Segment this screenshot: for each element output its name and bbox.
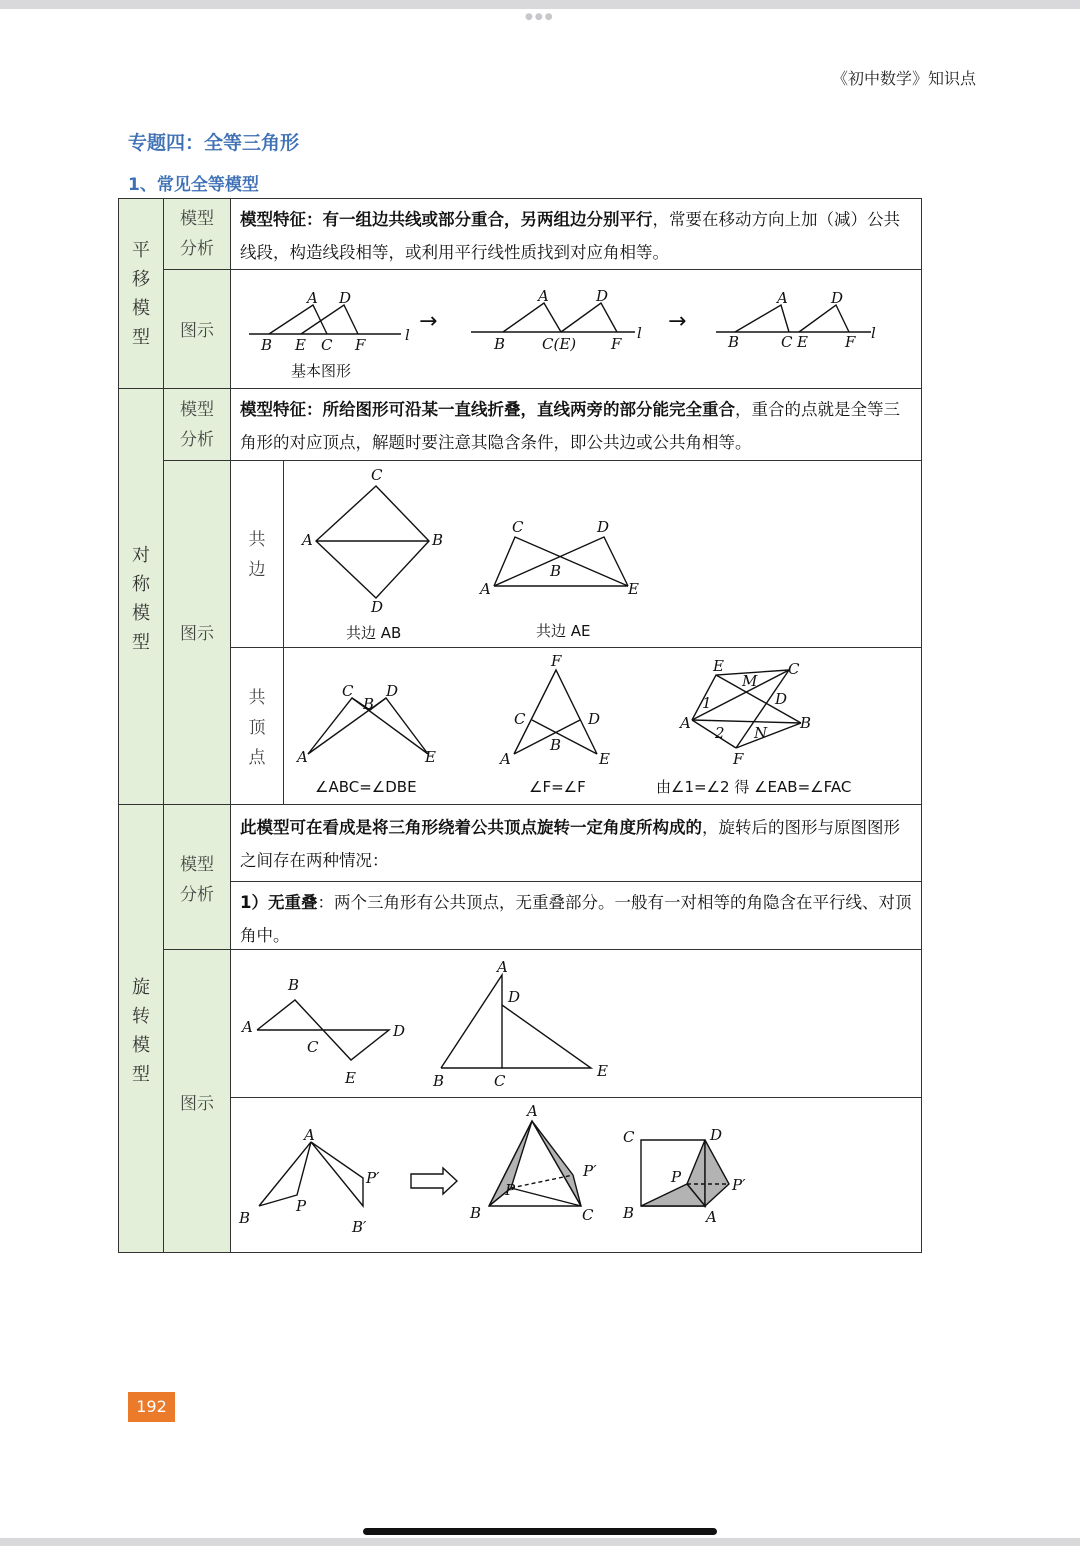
- point-label: B: [261, 336, 273, 354]
- caption-angle-eab-fac: 由∠1=∠2 得 ∠EAB=∠FAC: [656, 778, 852, 796]
- symmetry-analysis-label: 模型分析: [163, 388, 231, 461]
- caption-angle-abc-dbe: ∠ABC=∠DBE: [315, 778, 417, 796]
- page-number: 192: [128, 1392, 175, 1422]
- point-label: B: [363, 695, 375, 713]
- point-label: D: [371, 598, 384, 616]
- point-label: E: [597, 1062, 608, 1080]
- point-label: C: [307, 1038, 319, 1056]
- point-label: E: [345, 1069, 356, 1087]
- point-label: P: [671, 1168, 682, 1186]
- point-label: C: [512, 518, 524, 536]
- translation-model-name: 平移模型: [132, 240, 150, 348]
- point-label: B: [494, 335, 506, 353]
- top-status-bar: [0, 0, 1080, 9]
- hollow-arrow-icon: [411, 1168, 457, 1194]
- point-label: D: [710, 1126, 723, 1144]
- point-label: F: [355, 336, 366, 354]
- angle-label: 2: [715, 724, 725, 742]
- figure-abc-dbe: [295, 682, 436, 766]
- caption-angle-f: ∠F=∠F: [529, 778, 586, 796]
- caption-common-side-ae: 共边 AE: [536, 622, 591, 640]
- crossed-figure-ae: [478, 518, 639, 598]
- figure-equilateral-p: [469, 1102, 597, 1224]
- point-label: P′: [732, 1176, 746, 1194]
- point-label: A: [500, 750, 511, 768]
- point-label: A: [706, 1208, 717, 1226]
- translation-model-label: [118, 198, 164, 389]
- point-label: D: [339, 289, 352, 307]
- point-label: D: [596, 287, 609, 305]
- caption-common-side-ab: 共边 AB: [346, 624, 402, 642]
- symmetry-model-label: [118, 388, 164, 805]
- common-side-label-cell: [230, 460, 284, 648]
- point-label: B: [432, 531, 444, 549]
- rotation-model-label: [118, 804, 164, 1253]
- basic-figure-caption: 基本图形: [291, 362, 352, 380]
- point-label: A: [527, 1102, 538, 1120]
- rotation-model-name: 旋转模型: [132, 977, 150, 1085]
- translation-analysis-text: 模型特征：有一组边共线或部分重合，另两组边分别平行，常要在移动方向上加（减）公共线段，构造线段相等，或利用平行线性质找到对应角相等。: [230, 198, 922, 270]
- point-label: B: [728, 333, 740, 351]
- line-label: l: [871, 324, 876, 342]
- point-label: A: [297, 748, 308, 766]
- point-label: P′: [583, 1162, 597, 1180]
- symmetry-analysis-text: 模型特征：所给图形可沿某一直线折叠，直线两旁的部分能完全重合，重合的点就是全等三角形的对应顶点，解题时要注意其隐含条件，即公共边或公共角相等。: [230, 388, 922, 461]
- translation-figures: [231, 270, 923, 390]
- book-title: 《初中数学》知识点: [831, 69, 976, 88]
- figure-square-p: [622, 1126, 746, 1226]
- arrow-right-icon: →: [668, 309, 687, 334]
- point-label: P′: [366, 1169, 380, 1187]
- common-vertex-label-cell: [230, 647, 284, 805]
- rotation-case1-text: 1）无重叠：两个三角形有公共顶点，无重叠部分。一般有一对相等的角隐含在平行线、对顶角中。: [230, 881, 922, 950]
- point-label: C: [788, 660, 800, 678]
- point-label: F: [733, 750, 744, 768]
- rotation-analysis-label: 模型分析: [163, 804, 231, 950]
- rotation-figures-bottom: [230, 1097, 922, 1253]
- point-label: A: [302, 531, 313, 549]
- rotation-figure-label: 图示: [163, 949, 231, 1253]
- common-vertex-figures: [283, 647, 922, 805]
- point-label: D: [588, 710, 601, 728]
- point-label: F: [551, 652, 562, 670]
- angle-label: 1: [702, 694, 712, 712]
- point-label: D: [386, 682, 399, 700]
- rotation-no-overlap-diagrams: [231, 950, 923, 1099]
- rotation-point-p-diagrams: [231, 1098, 923, 1254]
- section-subtitle: 1、常见全等模型: [128, 175, 259, 195]
- point-label: C(E): [542, 335, 577, 353]
- point-label: B: [550, 736, 562, 754]
- point-label: C: [781, 333, 793, 351]
- point-label: D: [775, 690, 788, 708]
- point-label: C: [514, 710, 526, 728]
- point-label: N: [754, 724, 768, 742]
- point-label: C: [342, 682, 354, 700]
- translation-figure-2: [471, 287, 642, 353]
- common-side-diagrams: [284, 461, 923, 649]
- point-label: B: [239, 1209, 251, 1227]
- section-title: 专题四：全等三角形: [128, 132, 300, 154]
- symmetry-model-name: 对称模型: [132, 545, 150, 653]
- figure-eab-fac: [678, 657, 811, 768]
- translation-figure-label: 图示: [163, 269, 231, 389]
- point-label: A: [777, 289, 788, 307]
- point-label: B′: [352, 1218, 367, 1236]
- point-label: D: [508, 988, 521, 1006]
- rotation-intro-text: 此模型可在看成是将三角形绕着公共顶点旋转一定角度所构成的，旋转后的图形与原图图形之间存在两种情况：: [230, 804, 922, 882]
- point-label: B: [288, 976, 300, 994]
- translation-figure-3: [716, 289, 876, 351]
- kite-figure-ab: [300, 466, 443, 616]
- right-triangles-figure: [432, 958, 608, 1090]
- point-label: A: [497, 958, 508, 976]
- point-label: E: [797, 333, 808, 351]
- translation-figure-area: [230, 269, 922, 389]
- common-side-label: 共边: [248, 530, 266, 580]
- translation-figure-1: [249, 289, 410, 354]
- rotation-figures-top: [230, 949, 922, 1098]
- line-label: l: [405, 326, 410, 344]
- point-label: E: [628, 580, 639, 598]
- point-label: A: [680, 714, 691, 732]
- point-label: P: [505, 1181, 516, 1199]
- more-dots-icon[interactable]: ●●●: [525, 12, 555, 22]
- point-label: D: [831, 289, 844, 307]
- bow-tie-figure: [240, 976, 405, 1087]
- point-label: E: [425, 748, 436, 766]
- home-indicator[interactable]: [363, 1528, 717, 1535]
- point-label: C: [494, 1072, 506, 1090]
- symmetry-figure-label: 图示: [163, 460, 231, 805]
- common-side-figures: [283, 460, 922, 648]
- point-label: D: [597, 518, 610, 536]
- common-vertex-diagrams: [284, 648, 923, 806]
- figure-p-rotation: [238, 1126, 380, 1236]
- point-label: B: [623, 1204, 635, 1222]
- point-label: C: [321, 336, 333, 354]
- figure-f-common: [498, 652, 610, 768]
- common-vertex-label: 共顶点: [248, 688, 266, 768]
- point-label: E: [295, 336, 306, 354]
- arrow-right-icon: →: [419, 309, 438, 334]
- point-label: C: [371, 466, 383, 484]
- point-label: B: [470, 1204, 482, 1222]
- point-label: B: [550, 562, 562, 580]
- translation-analysis-label: 模型分析: [163, 198, 231, 270]
- point-label: F: [845, 333, 856, 351]
- point-label: P: [296, 1197, 307, 1215]
- point-label: E: [599, 750, 610, 768]
- point-label: F: [611, 335, 622, 353]
- point-label: A: [307, 289, 318, 307]
- point-label: E: [713, 657, 724, 675]
- line-label: l: [637, 324, 642, 342]
- point-label: A: [242, 1018, 253, 1036]
- bottom-bar: [0, 1538, 1080, 1546]
- point-label: D: [393, 1022, 406, 1040]
- point-label: A: [480, 580, 491, 598]
- point-label: B: [800, 714, 812, 732]
- point-label: A: [538, 287, 549, 305]
- point-label: C: [582, 1206, 594, 1224]
- point-label: B: [433, 1072, 445, 1090]
- point-label: C: [623, 1128, 635, 1146]
- point-label: A: [304, 1126, 315, 1144]
- point-label: M: [742, 672, 758, 690]
